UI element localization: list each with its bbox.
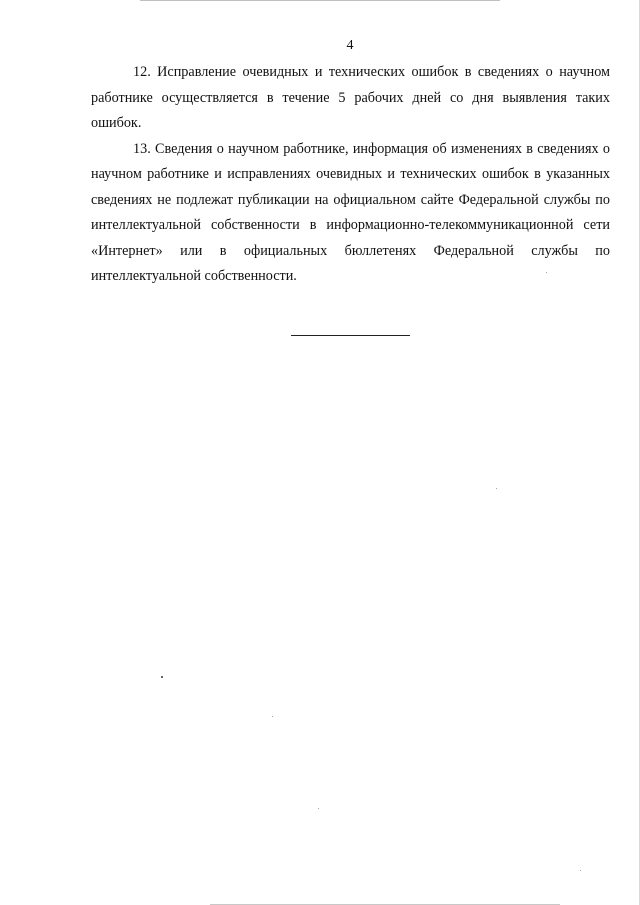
scan-speck xyxy=(580,870,581,871)
scan-speck xyxy=(161,676,163,678)
paragraph-12: 12. Исправление очевидных и технических ошибок в сведениях о научном работнике осуществляется в течение 5 рабочих дней со дня выявления таких ошибок. xyxy=(91,64,610,131)
section-end-divider xyxy=(291,335,410,336)
scan-edge-top xyxy=(140,0,500,1)
document-body xyxy=(91,60,610,290)
page-number: 4 xyxy=(346,38,354,53)
paragraph-13: 13. Сведения о научном работнике, информация об изменениях в сведениях о научном работнике и исправлениях очевидных и технических ошибок в указанных сведениях не подлежат публикации на официальном сайте Федеральной службы по интеллектуальной собственности в информационно-телекоммуникационной сети «Интернет» или в официальных бюллетенях Федеральной службы по интеллектуальной собственности. xyxy=(91,140,610,284)
scan-speck xyxy=(272,716,273,717)
scan-speck xyxy=(496,488,497,489)
scan-speck xyxy=(318,808,319,809)
scan-speck xyxy=(546,272,547,273)
